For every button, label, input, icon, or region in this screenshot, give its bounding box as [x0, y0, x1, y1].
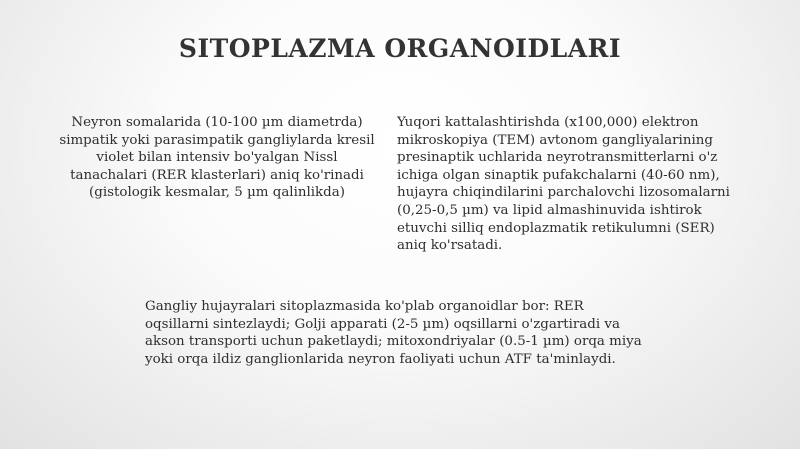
slide-title: SITOPLAZMA ORGANOIDLARI: [178, 34, 622, 63]
left-paragraph: Neyron somalarida (10-100 µm diametrda) simpatik yoki parasimpatik gangliylarda kresil violet bilan intensiv bo'yalgan Nissl tanachalari (RER klasterlari) aniq ko'rinadi (gistologik kesmalar, 5 µm qalinlikda): [59, 115, 375, 201]
bottom-paragraph: Gangliy hujayralari sitoplazmasida ko'plab organoidlar bor: RER oqsillarni sintezlaydi; Golji apparati (2-5 µm) oqsillarni o'zgartiradi va akson transporti uchun paketlaydi; mitoxondriyalar (0.5-1 µm) orqa miya yoki orqa ildiz ganglionlarida neyron faoliyati uchun ATF ta'minlaydi.: [145, 299, 642, 367]
right-paragraph: Yuqori kattalashtirishda (x100,000) elektron mikroskopiya (TEM) avtonom gangliyalarining presinaptik uchlarida neyrotransmitterlarni o'z ichiga olgan sinaptik pufakchalarni (40-60 nm), hujayra chiqindilarini parchalovchi lizosomalarni (0,25-0,5 µm) va lipid almashinuvida ishtirok etuvchi silliq endoplazmatik retikulumni (SER) aniq ko'rsatadi.: [397, 115, 730, 254]
